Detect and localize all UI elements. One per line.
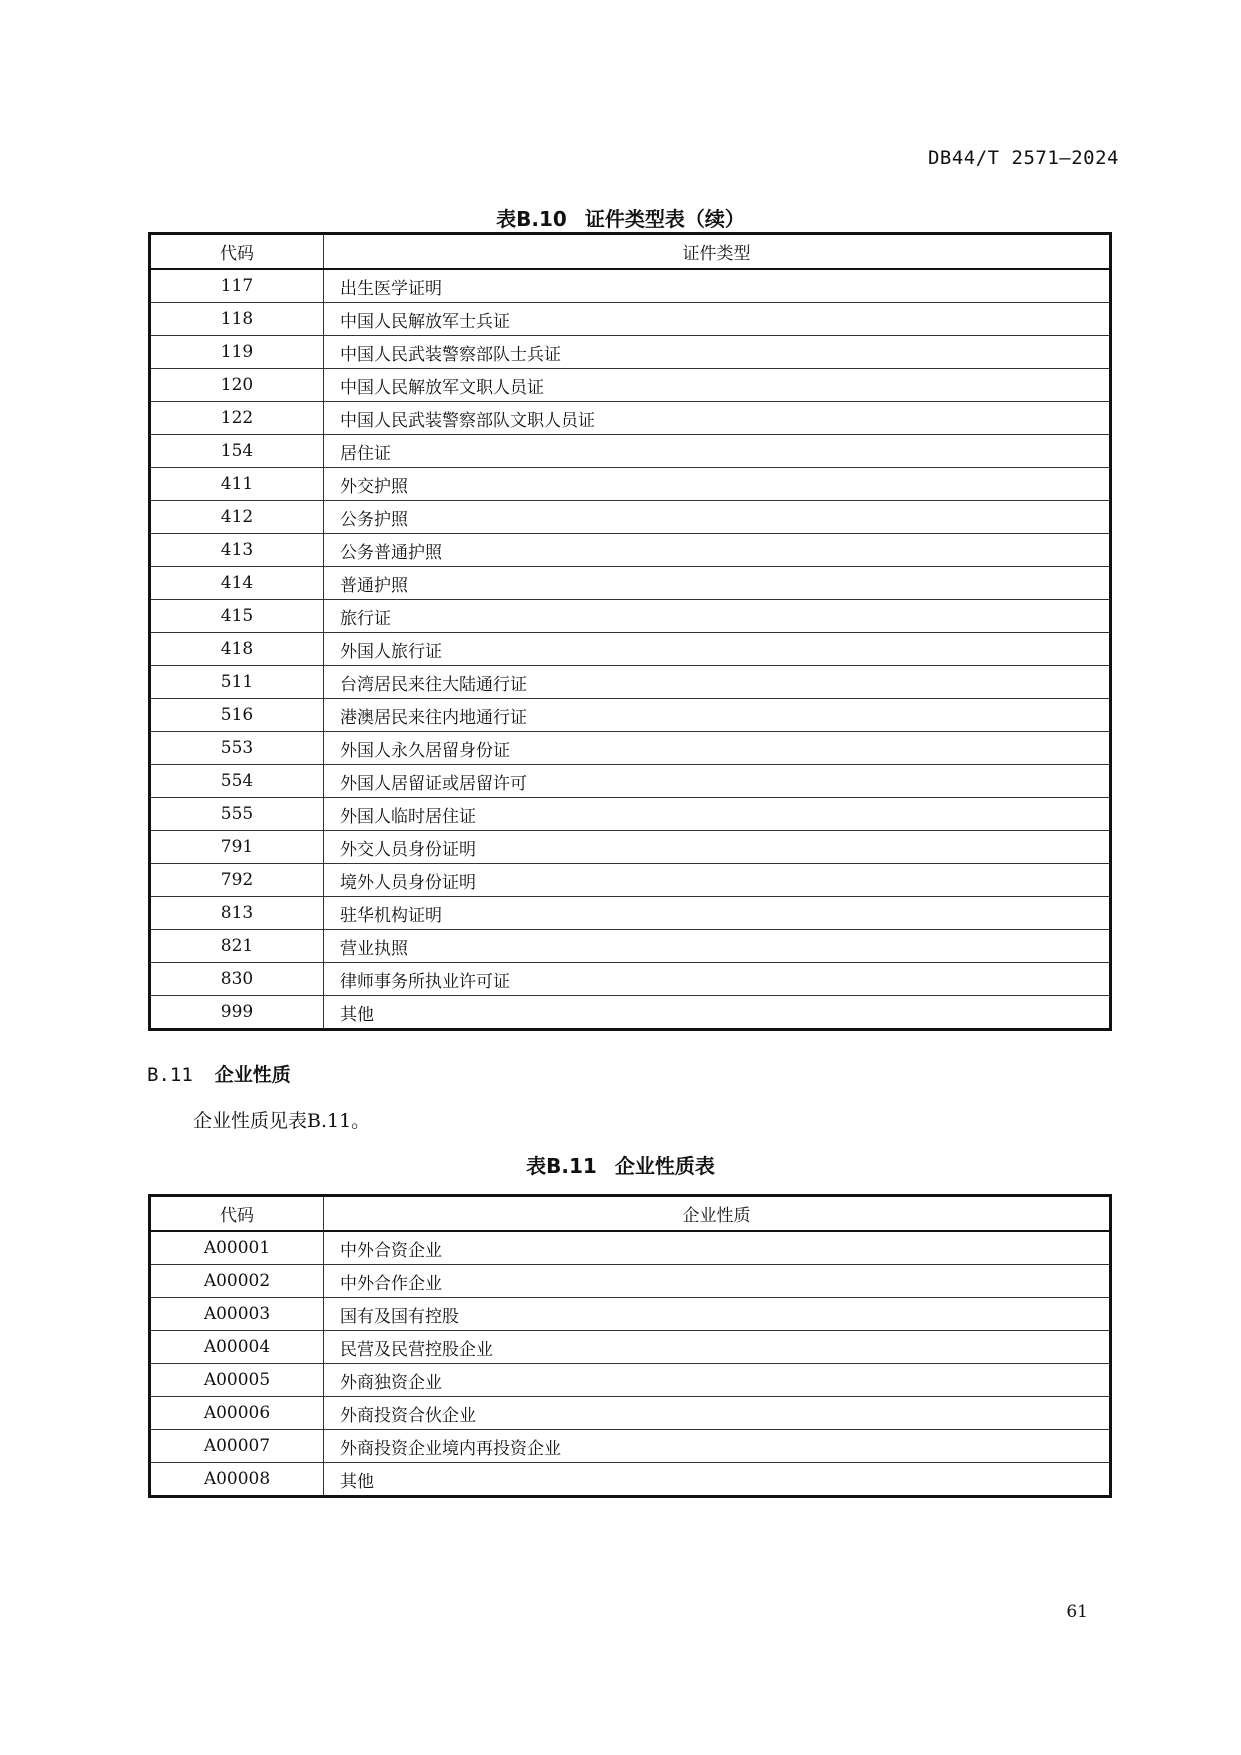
table-row xyxy=(150,963,1111,996)
table-b11-body xyxy=(150,1231,1111,1497)
table-row xyxy=(150,402,1111,435)
table-row xyxy=(150,666,1111,699)
name-cell: 公务普通护照 xyxy=(324,534,1111,567)
code-cell: 791 xyxy=(150,831,324,864)
code-cell: 821 xyxy=(150,930,324,963)
code-cell: 122 xyxy=(150,402,324,435)
code-cell: 418 xyxy=(150,633,324,666)
table-row xyxy=(150,1331,1111,1364)
table-row xyxy=(150,269,1111,303)
name-cell: 中国人民武装警察部队文职人员证 xyxy=(324,402,1111,435)
table-row xyxy=(150,765,1111,798)
table-b10-body xyxy=(150,269,1111,1030)
code-cell: 830 xyxy=(150,963,324,996)
table-row xyxy=(150,864,1111,897)
table-b10-caption-title: 证件类型表（续） xyxy=(584,207,745,231)
table-row xyxy=(150,1231,1111,1265)
name-cell: 中国人民武装警察部队士兵证 xyxy=(324,336,1111,369)
table-row xyxy=(150,435,1111,468)
table-row xyxy=(150,567,1111,600)
table-row xyxy=(150,1298,1111,1331)
section-heading xyxy=(147,1060,291,1087)
table-b10-caption xyxy=(0,203,1241,232)
table-row xyxy=(150,303,1111,336)
name-cell: 外国人居留证或居留许可 xyxy=(324,765,1111,798)
code-cell: 117 xyxy=(150,269,324,303)
table-b11-caption-number: 表B.11 xyxy=(526,1154,597,1178)
table-row xyxy=(150,1397,1111,1430)
table-row xyxy=(150,930,1111,963)
name-cell: 律师事务所执业许可证 xyxy=(324,963,1111,996)
table-row xyxy=(150,633,1111,666)
name-cell: 外商投资合伙企业 xyxy=(324,1397,1111,1430)
name-cell: 外国人永久居留身份证 xyxy=(324,732,1111,765)
code-cell: 511 xyxy=(150,666,324,699)
code-cell: 553 xyxy=(150,732,324,765)
code-cell: 120 xyxy=(150,369,324,402)
name-cell: 营业执照 xyxy=(324,930,1111,963)
table-row xyxy=(150,1463,1111,1497)
table-row xyxy=(150,369,1111,402)
code-cell: A00008 xyxy=(150,1463,324,1497)
name-cell: 其他 xyxy=(324,1463,1111,1497)
table-header-row xyxy=(150,234,1111,270)
code-cell: 119 xyxy=(150,336,324,369)
code-cell: A00004 xyxy=(150,1331,324,1364)
table-row xyxy=(150,798,1111,831)
code-cell: 999 xyxy=(150,996,324,1030)
code-cell: 414 xyxy=(150,567,324,600)
table-row xyxy=(150,501,1111,534)
name-cell: 驻华机构证明 xyxy=(324,897,1111,930)
name-cell: 中外合资企业 xyxy=(324,1231,1111,1265)
name-cell: 中国人民解放军文职人员证 xyxy=(324,369,1111,402)
name-cell: 外国人临时居住证 xyxy=(324,798,1111,831)
table-row xyxy=(150,831,1111,864)
code-cell: A00001 xyxy=(150,1231,324,1265)
page-number: 61 xyxy=(1066,1602,1088,1622)
code-cell: 413 xyxy=(150,534,324,567)
code-cell: 415 xyxy=(150,600,324,633)
table-row xyxy=(150,732,1111,765)
name-cell: 外商独资企业 xyxy=(324,1364,1111,1397)
table-row xyxy=(150,1364,1111,1397)
table-row xyxy=(150,996,1111,1030)
table-row xyxy=(150,1265,1111,1298)
column-header-name: 证件类型 xyxy=(324,234,1111,270)
name-cell: 居住证 xyxy=(324,435,1111,468)
name-cell: 外国人旅行证 xyxy=(324,633,1111,666)
table-row xyxy=(150,600,1111,633)
name-cell: 外交人员身份证明 xyxy=(324,831,1111,864)
code-cell: A00003 xyxy=(150,1298,324,1331)
table-row xyxy=(150,699,1111,732)
table-row xyxy=(150,1430,1111,1463)
table-b11-caption xyxy=(0,1150,1241,1179)
name-cell: 国有及国有控股 xyxy=(324,1298,1111,1331)
code-cell: 792 xyxy=(150,864,324,897)
name-cell: 境外人员身份证明 xyxy=(324,864,1111,897)
table-row xyxy=(150,336,1111,369)
name-cell: 中国人民解放军士兵证 xyxy=(324,303,1111,336)
code-cell: 154 xyxy=(150,435,324,468)
table-b11-caption-title: 企业性质表 xyxy=(614,1154,715,1178)
name-cell: 旅行证 xyxy=(324,600,1111,633)
code-cell: 118 xyxy=(150,303,324,336)
document-code: DB44/T 2571—2024 xyxy=(927,147,1119,169)
table-b11 xyxy=(148,1194,1112,1498)
body-paragraph: 企业性质见表B.11。 xyxy=(193,1110,371,1132)
section-number: B.11 xyxy=(147,1064,193,1086)
name-cell: 普通护照 xyxy=(324,567,1111,600)
code-cell: A00002 xyxy=(150,1265,324,1298)
section-title: 企业性质 xyxy=(214,1064,291,1086)
code-cell: 516 xyxy=(150,699,324,732)
code-cell: A00006 xyxy=(150,1397,324,1430)
code-cell: 554 xyxy=(150,765,324,798)
column-header-code: 代码 xyxy=(150,234,324,270)
column-header-code: 代码 xyxy=(150,1196,324,1232)
table-row xyxy=(150,534,1111,567)
name-cell: 港澳居民来往内地通行证 xyxy=(324,699,1111,732)
table-b10-caption-number: 表B.10 xyxy=(496,207,567,231)
table-header-row xyxy=(150,1196,1111,1232)
name-cell: 其他 xyxy=(324,996,1111,1030)
name-cell: 民营及民营控股企业 xyxy=(324,1331,1111,1364)
name-cell: 公务护照 xyxy=(324,501,1111,534)
name-cell: 出生医学证明 xyxy=(324,269,1111,303)
name-cell: 台湾居民来往大陆通行证 xyxy=(324,666,1111,699)
table-b10 xyxy=(148,232,1112,1031)
code-cell: A00007 xyxy=(150,1430,324,1463)
table-row xyxy=(150,468,1111,501)
name-cell: 外交护照 xyxy=(324,468,1111,501)
code-cell: A00005 xyxy=(150,1364,324,1397)
name-cell: 外商投资企业境内再投资企业 xyxy=(324,1430,1111,1463)
code-cell: 555 xyxy=(150,798,324,831)
code-cell: 813 xyxy=(150,897,324,930)
table-row xyxy=(150,897,1111,930)
code-cell: 412 xyxy=(150,501,324,534)
code-cell: 411 xyxy=(150,468,324,501)
column-header-name: 企业性质 xyxy=(324,1196,1111,1232)
name-cell: 中外合作企业 xyxy=(324,1265,1111,1298)
